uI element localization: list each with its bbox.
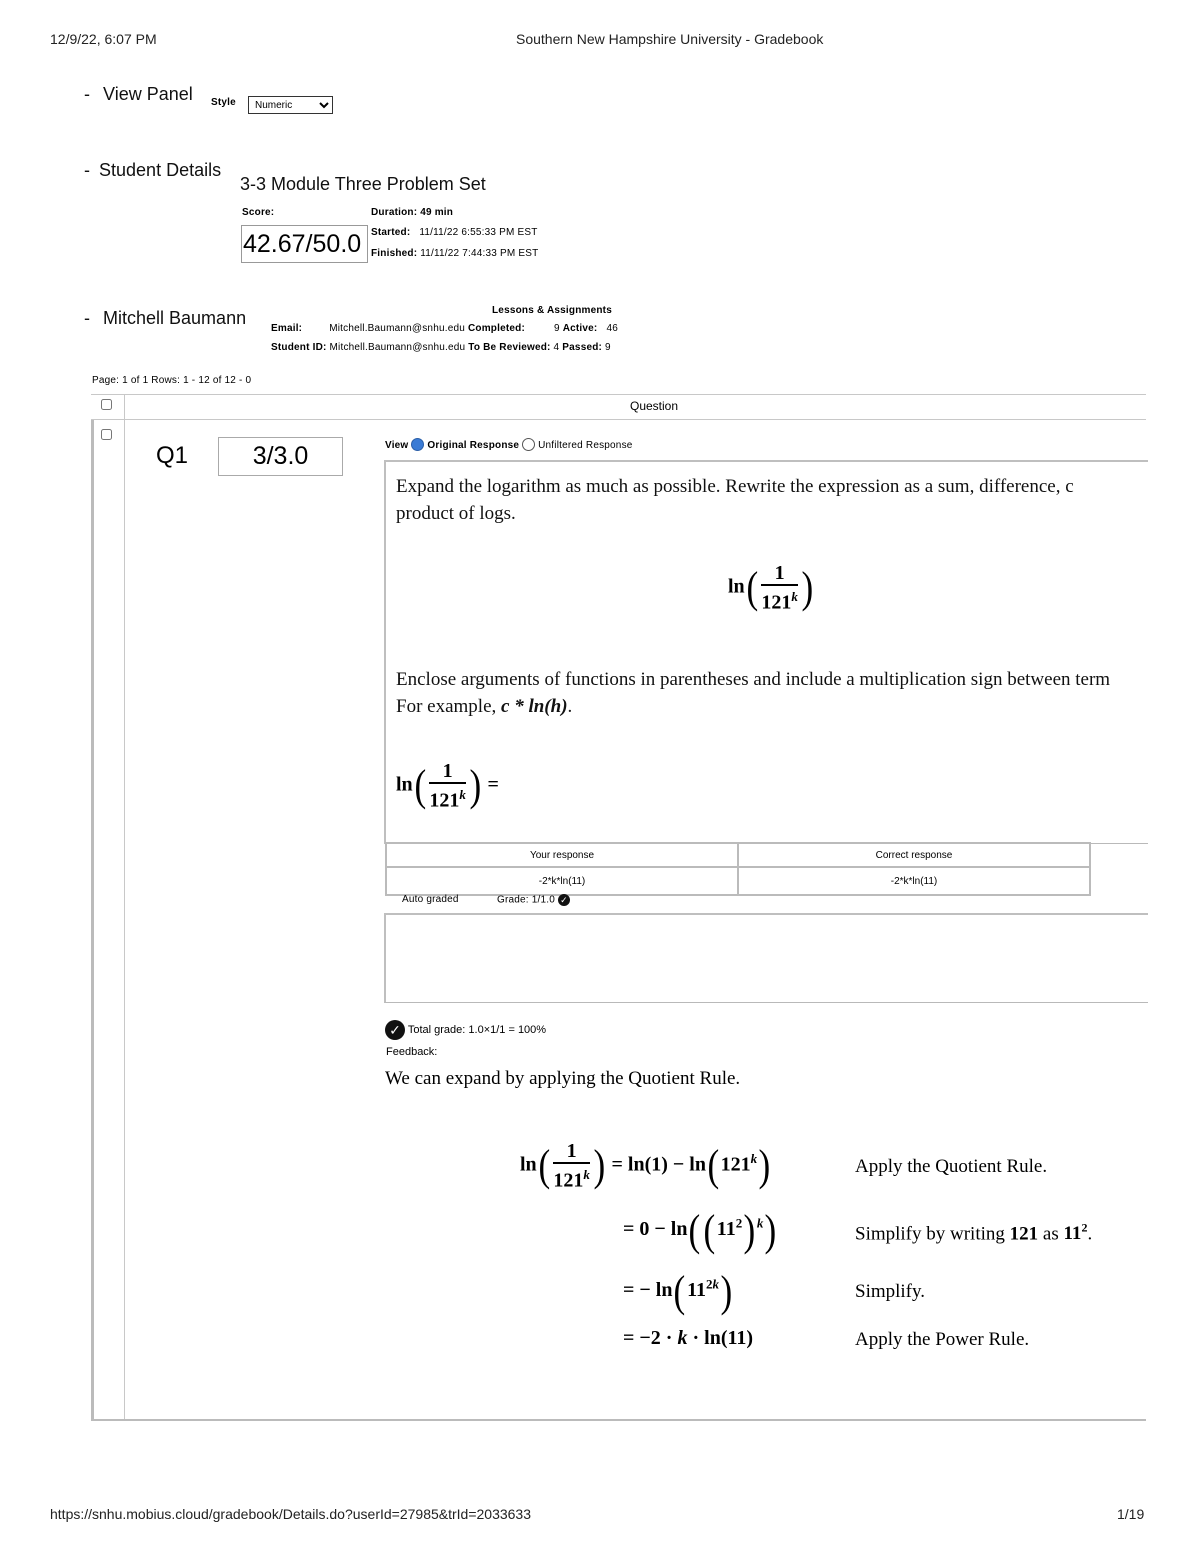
feedback-intro: We can expand by applying the Quotient Rule. xyxy=(385,1068,741,1089)
active-label: Active: xyxy=(562,323,598,334)
collapse-dash-icon: - xyxy=(84,308,90,328)
print-site-title: Southern New Hampshire University - Gradebook xyxy=(516,31,824,47)
response-table xyxy=(385,842,1091,896)
instructions-example-label: For example, xyxy=(396,696,497,717)
correct-response-value: -2*k*ln(11) xyxy=(738,867,1090,895)
print-page-number: 1/19 xyxy=(1117,1506,1145,1522)
table-bottom-border xyxy=(91,1419,1146,1421)
grade-value: Grade: 1/1.0 xyxy=(497,894,555,906)
print-datetime: 12/9/22, 6:07 PM xyxy=(50,31,157,47)
started-value: 11/11/22 6:55:33 PM EST xyxy=(419,227,538,238)
question-prompt-line2: product of logs. xyxy=(396,503,516,524)
original-response-radio[interactable] xyxy=(411,438,424,451)
finished-label: Finished: xyxy=(371,248,418,259)
print-url: https://snhu.mobius.cloud/gradebook/Details.do?userId=27985&trId=2033633 xyxy=(50,1506,532,1522)
finished-row xyxy=(371,248,538,259)
step-1-expression: ln( $\frac{1}{121^k}$ ) = $\ln(1) - \ln(121^k)$ xyxy=(520,1140,771,1192)
unfiltered-response-label[interactable]: Unfiltered Response xyxy=(538,440,633,452)
completed-label: Completed: xyxy=(467,323,525,334)
score-value: 42.67/50.0 xyxy=(241,225,368,263)
instructions-example-expr: c * ln(h) xyxy=(501,696,568,717)
pagination: Page: 1 of 1 Rows: 1 - 12 of 12 - 0 xyxy=(92,375,252,386)
step-2-note-mid: as xyxy=(1042,1223,1059,1245)
table-top-border xyxy=(91,394,1146,395)
to-review-value: 4 xyxy=(553,342,560,353)
view-panel-title: View Panel xyxy=(103,84,193,104)
view-response-selector xyxy=(385,439,633,452)
total-grade: Total grade: 1.0×1/1 = 100% xyxy=(407,1023,547,1036)
score-label: Score: xyxy=(242,207,275,218)
collapse-dash-icon: - xyxy=(84,160,90,180)
check-circle-icon: ✓ xyxy=(385,1020,405,1040)
your-response-header: Your response xyxy=(386,843,738,867)
assignment-title: 3-3 Module Three Problem Set xyxy=(240,174,486,194)
lessons-title: Lessons & Assignments xyxy=(492,305,612,316)
step-3-note: Simplify. xyxy=(855,1281,926,1302)
style-select[interactable] xyxy=(248,96,333,114)
step-3-expression: = − $\ln(11^{2k})$ xyxy=(623,1267,733,1316)
table-left-border xyxy=(91,420,94,1421)
student-id-row xyxy=(271,342,611,353)
step-2-note-pre: Simplify by writing xyxy=(855,1223,1005,1245)
question-prompt-line1: Expand the logarithm as much as possible. Rewrite the expression as a sum, difference, c xyxy=(396,476,1074,497)
duration: Duration: 49 min xyxy=(371,207,454,218)
step-1-note: Apply the Quotient Rule. xyxy=(855,1156,1048,1177)
finished-value: 11/11/22 7:44:33 PM EST xyxy=(420,248,539,259)
correct-response-header: Correct response xyxy=(738,843,1090,867)
table-header-border xyxy=(91,419,1146,420)
question-expression: ln( $\frac{1}{121^k}$ ) xyxy=(728,562,814,614)
select-all-checkbox[interactable] xyxy=(101,399,112,410)
step-2-note: Simplify by writing 121 as $11^2$. xyxy=(855,1221,1093,1245)
student-id-label: Student ID: xyxy=(271,342,327,353)
table-column-divider xyxy=(124,394,125,1421)
student-details-toggle[interactable] xyxy=(84,160,221,181)
instructions-line2: For example, c * ln(h). xyxy=(396,696,573,717)
auto-graded-label: Auto graded xyxy=(402,894,459,905)
step-4-note: Apply the Power Rule. xyxy=(855,1329,1030,1350)
email-value: Mitchell.Baumann@snhu.edu xyxy=(329,323,465,334)
check-icon: ✓ xyxy=(558,894,570,906)
student-details-title: Student Details xyxy=(99,160,222,180)
q1-score: 3/3.0 xyxy=(218,437,343,476)
to-review-label: To Be Reviewed: xyxy=(468,342,551,353)
student-id-value: Mitchell.Baumann@snhu.edu xyxy=(329,342,466,353)
q1-label: Q1 xyxy=(156,442,189,469)
passed-label: Passed: xyxy=(562,342,603,353)
step-2-note-b: $11^2$ xyxy=(1063,1221,1088,1245)
student-toggle[interactable] xyxy=(84,308,246,329)
instructions-line1: Enclose arguments of functions in parentheses and include a multiplication sign between term xyxy=(396,669,1111,690)
q1-row-checkbox[interactable] xyxy=(101,429,112,440)
total-grade-row xyxy=(385,1020,546,1040)
your-response-value: -2*k*ln(11) xyxy=(386,867,738,895)
completed-value: 9 xyxy=(553,323,560,334)
active-value: 46 xyxy=(606,323,618,334)
started-label: Started: xyxy=(371,227,411,238)
student-name: Mitchell Baumann xyxy=(103,308,247,328)
step-4-expression: = −2 · k · ln(11) xyxy=(623,1327,754,1349)
comment-box[interactable] xyxy=(384,913,1148,1003)
original-response-label[interactable]: Original Response xyxy=(427,440,520,452)
unfiltered-response-radio[interactable] xyxy=(522,438,535,451)
view-panel-toggle[interactable] xyxy=(84,84,193,105)
email-row xyxy=(271,323,618,334)
email-label: Email: xyxy=(271,323,303,334)
started-row xyxy=(371,227,538,238)
answer-expression: ln( $\frac{1}{121^k}$ ) = xyxy=(396,760,499,812)
step-2-expression: = $0 - \ln((11^2)^k)$ xyxy=(623,1206,777,1255)
style-label: Style xyxy=(211,97,236,108)
question-panel xyxy=(384,460,1148,844)
collapse-dash-icon: - xyxy=(84,84,90,104)
feedback-label: Feedback: xyxy=(386,1046,438,1058)
view-label: View xyxy=(385,440,409,452)
question-column-header: Question xyxy=(630,399,679,413)
passed-value: 9 xyxy=(605,342,611,353)
grade-row xyxy=(497,894,570,906)
step-2-note-a: 121 xyxy=(1009,1223,1039,1245)
